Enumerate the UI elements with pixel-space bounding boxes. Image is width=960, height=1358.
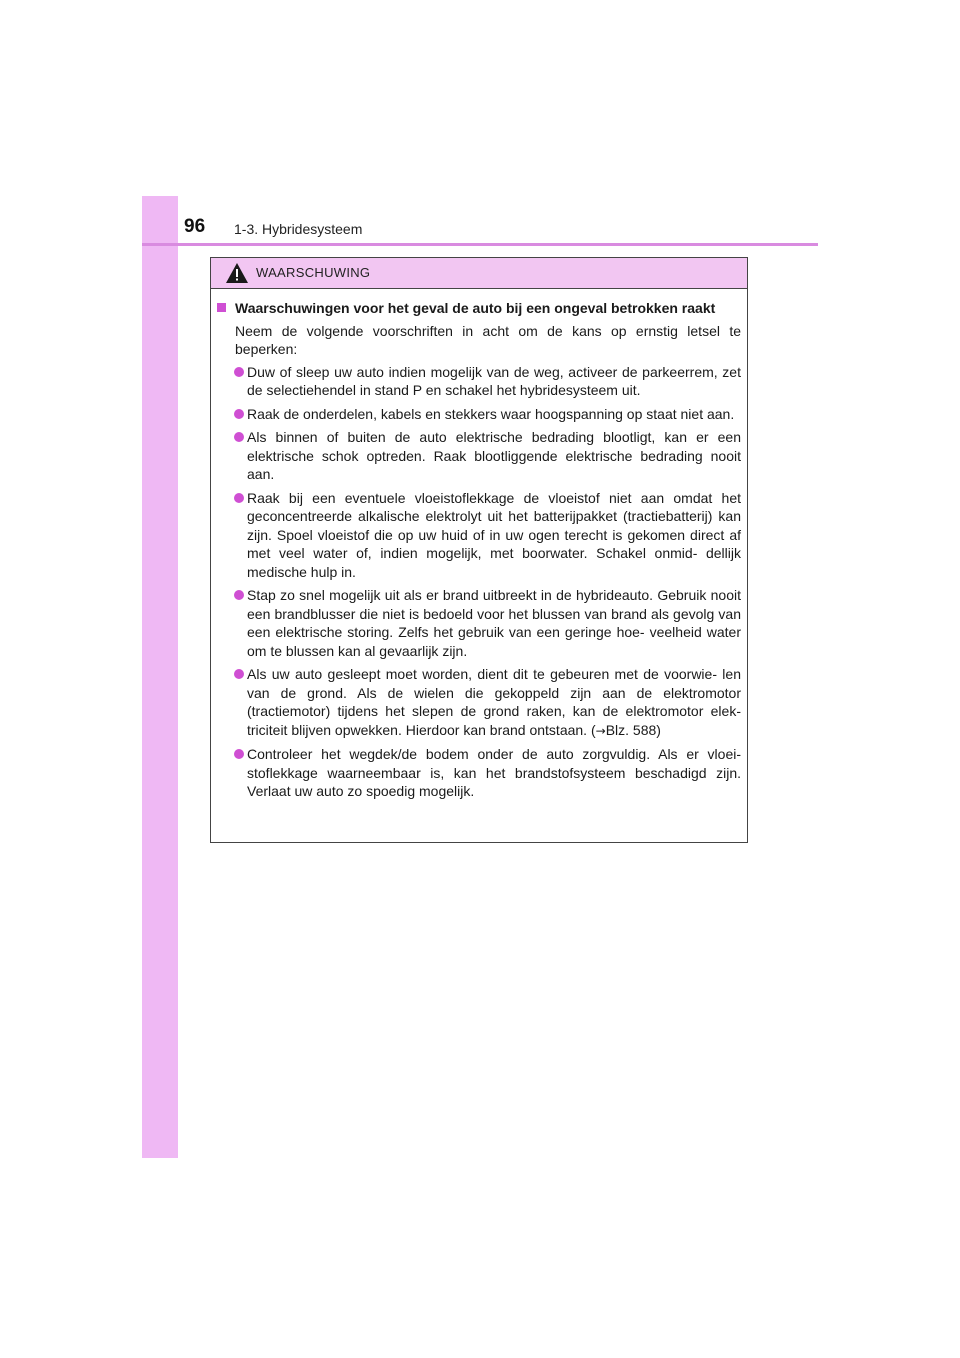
list-item-text: Stap zo snel mogelijk uit als er brand uitbreekt in de hybrideauto. Gebruik nooit een brandblusser die niet is bedoeld voor het blussen van brand als gevolg van een elektrische storing. Zelfs het gebruik van een geringe hoe- veelheid water om te blussen kan al gevaarlijk zijn. [247,587,741,659]
warning-intro: Neem de volgende voorschriften in acht om de kans op ernstig letsel te beperken: [235,322,741,357]
dot-bullet-icon [234,493,244,503]
header-rule [142,243,818,246]
warning-box [210,257,748,843]
dot-bullet-icon [234,432,244,442]
dot-bullet-icon [234,669,244,679]
chapter-side-tab [142,196,178,1158]
list-item-text: Als binnen of buiten de auto elektrische bedrading blootligt, kan er een elektrische schok optreden. Raak blootliggende elektrische bedrading nooit aan. [247,429,741,482]
list-item [217,745,741,801]
arrow-right-icon: → [595,723,606,738]
list-item-text: Controleer het wegdek/de bodem onder de auto zorgvuldig. Als er vloei- stoflekkage waarneembaar is, kan het brandstofsysteem beschadigd zijn. Verlaat uw auto zo spoedig mogelijk. [247,746,741,799]
list-item [217,363,741,400]
warning-header [211,258,747,289]
list-item-text: Duw of sleep uw auto indien mogelijk van de weg, activeer de parkeerrem, zet de selectiehendel in stand P en schakel het hybridesysteem uit. [247,363,741,398]
list-item [217,665,741,740]
warning-topic-text: Waarschuwingen voor het geval de auto bij een ongeval betrokken raakt [235,300,716,316]
dot-bullet-icon [234,590,244,600]
dot-bullet-icon [234,749,244,759]
list-item [217,586,741,660]
warning-body [211,289,747,801]
list-item-text: Raak bij een eventuele vloeistoflekkage de vloeistof niet aan omdat het geconcentreerde alkalische elektrolyt uit het batterijpakket (tractiebatterij) kan zijn. Spoel vloeistof die op uw huid of in uw ogen terecht is gekomen direct af met veel water of, indien mogelijk, met boorwater. Schakel onmid- dellijk medische hulp in. [247,489,741,580]
dot-bullet-icon [234,367,244,377]
square-bullet-icon [217,303,226,312]
list-item [217,428,741,484]
warning-topic [217,299,741,318]
page-number: 96 [184,216,206,237]
list-item-text: Als uw auto gesleept moet worden, dient dit te gebeuren met de voorwie- len van de grond. Als de wielen die gekoppeld zijn aan de elektromotor (tractiemotor) tijdens het slepen de grond raken, kan de elektromotor elek- triciteit blijven opwekken. Hierdoor kan brand ontstaan. ( [247,666,741,738]
list-item-text: Raak de onderdelen, kabels en stekkers waar hoogspanning op staat niet aan. [247,405,735,422]
list-item [217,489,741,582]
section-title: 1-3. Hybridesysteem [234,221,363,237]
warning-label: WAARSCHUWING [256,265,371,280]
dot-bullet-icon [234,409,244,419]
list-item [217,405,741,424]
warning-triangle-icon [225,262,249,284]
page-reference-link[interactable]: Blz. 588) [605,721,661,738]
